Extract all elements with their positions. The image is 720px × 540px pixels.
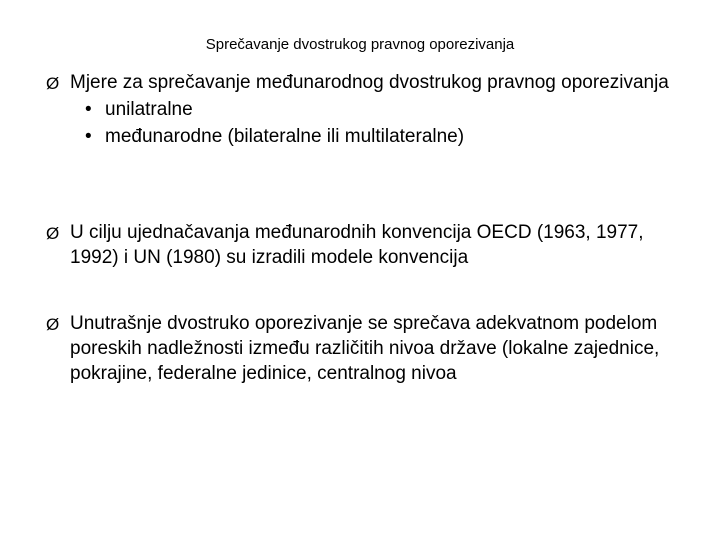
sub-list xyxy=(46,96,696,150)
bullet-unutrasnje xyxy=(46,311,696,386)
bullet-text: Mjere za sprečavanje međunarodnog dvostrukog pravnog oporezivanja xyxy=(70,72,669,93)
bullet-text: Unutrašnje dvostruko oporezivanje se sprečava adekvatnom podelom poreskih nadležnosti između različitih nivoa države (lokalne zajednice, pokrajine, federalne jedinice, centralnog nivoa xyxy=(70,313,660,384)
bullet-main-row xyxy=(46,70,696,96)
sub-item-text: unilatralne xyxy=(105,99,193,120)
sub-item-medjunarodne xyxy=(85,123,696,150)
sub-item-text: međunarodne (bilateralne ili multilateralne) xyxy=(105,126,465,147)
bullet-main-row xyxy=(46,220,696,270)
arrow-bullet-icon: Ø xyxy=(46,315,60,334)
bullet-main-row xyxy=(46,311,696,386)
arrow-bullet-icon: Ø xyxy=(46,224,60,243)
bullet-text: U cilju ujednačavanja međunarodnih konvencija OECD (1963, 1977, 1992) i UN (1980) su izradili modele konvencija xyxy=(70,222,644,268)
arrow-bullet-icon: Ø xyxy=(46,74,60,93)
sub-item-unilatralne xyxy=(85,96,696,123)
bullet-konvencije xyxy=(46,220,696,270)
dot-bullet-icon: • xyxy=(85,126,92,147)
slide-title: Sprečavanje dvostrukog pravnog oporezivanja xyxy=(205,36,515,53)
bullet-mjere xyxy=(46,70,696,150)
dot-bullet-icon: • xyxy=(85,99,92,120)
